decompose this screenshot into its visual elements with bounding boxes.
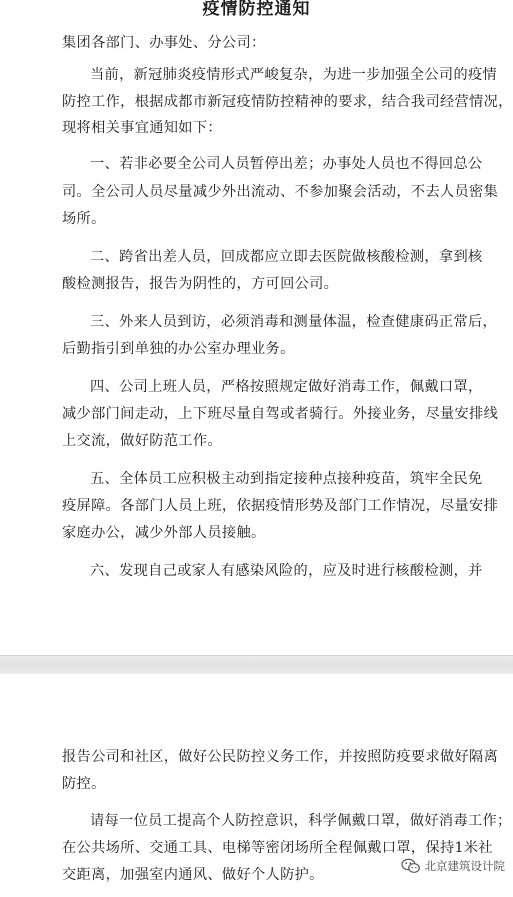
body-line: 减少部门间走动，上下班尽量自驾或者骑行。外接业务，尽量安排线 (62, 406, 499, 422)
body-line: 疫屏障。各部门人员上班，依据疫情形势及部门工作情况，尽量安排 (62, 498, 499, 514)
page-separator (0, 655, 513, 675)
body-line: 交距离，加强室内通风、做好个人防护。 (62, 867, 324, 883)
body-line: 家庭办公，减少外部人员接触。 (62, 525, 266, 541)
wechat-icon (401, 858, 421, 874)
body-line: 三、外来人员到访，必须消毒和测量体温，检查健康码正常后， (90, 314, 498, 330)
body-line: 六、发现自己或家人有感染风险的，应及时进行核酸检测，并 (90, 563, 483, 579)
document-page-2 (0, 674, 513, 897)
body-line: 防控工作，根据成都市新冠疫情防控精神的要求，结合我司经营情况， (62, 94, 513, 110)
body-line: 当前，新冠肺炎疫情形式严峻复杂，为进一步加强全公司的疫情 (90, 67, 498, 83)
watermark (401, 858, 506, 874)
body-line: 司。全公司人员尽量减少外出流动、不参加聚会活动，不去人员密集 (62, 184, 499, 200)
body-line: 防控。 (62, 776, 106, 792)
body-line: 酸检测报告，报告为阴性的，方可回公司。 (62, 276, 339, 292)
body-line: 场所。 (62, 211, 106, 227)
body-line: 在公共场所、交通工具、电梯等密闭场所全程佩戴口罩，保持1米社 (62, 840, 493, 856)
watermark-text: 北京建筑设计院 (424, 859, 505, 873)
body-line: 一、若非必要全公司人员暂停出差；办事处人员也不得回总公 (90, 156, 483, 172)
body-line: 后勤指引到单独的办公室办理业务。 (62, 341, 295, 357)
salutation-line: 集团各部门、办事处、分公司： (62, 35, 266, 51)
document-title: 疫情防控通知 (202, 0, 311, 19)
body-line: 报告公司和社区，做好公民防控义务工作，并按照防疫要求做好隔离 (62, 749, 499, 765)
body-line: 四、公司上班人员，严格按照规定做好消毒工作，佩戴口罩， (90, 379, 483, 395)
body-line: 五、全体员工应积极主动到指定接种点接种疫苗，筑牢全民免 (90, 471, 483, 487)
body-line: 现将相关事宜通知如下： (62, 120, 222, 136)
body-line: 请每一位员工提高个人防控意识，科学佩戴口罩，做好消毒工作； (90, 813, 512, 829)
body-line: 二、跨省出差人员，回成都应立即去医院做核酸检测，拿到核 (90, 249, 483, 265)
body-line: 上交流，做好防范工作。 (62, 433, 222, 449)
